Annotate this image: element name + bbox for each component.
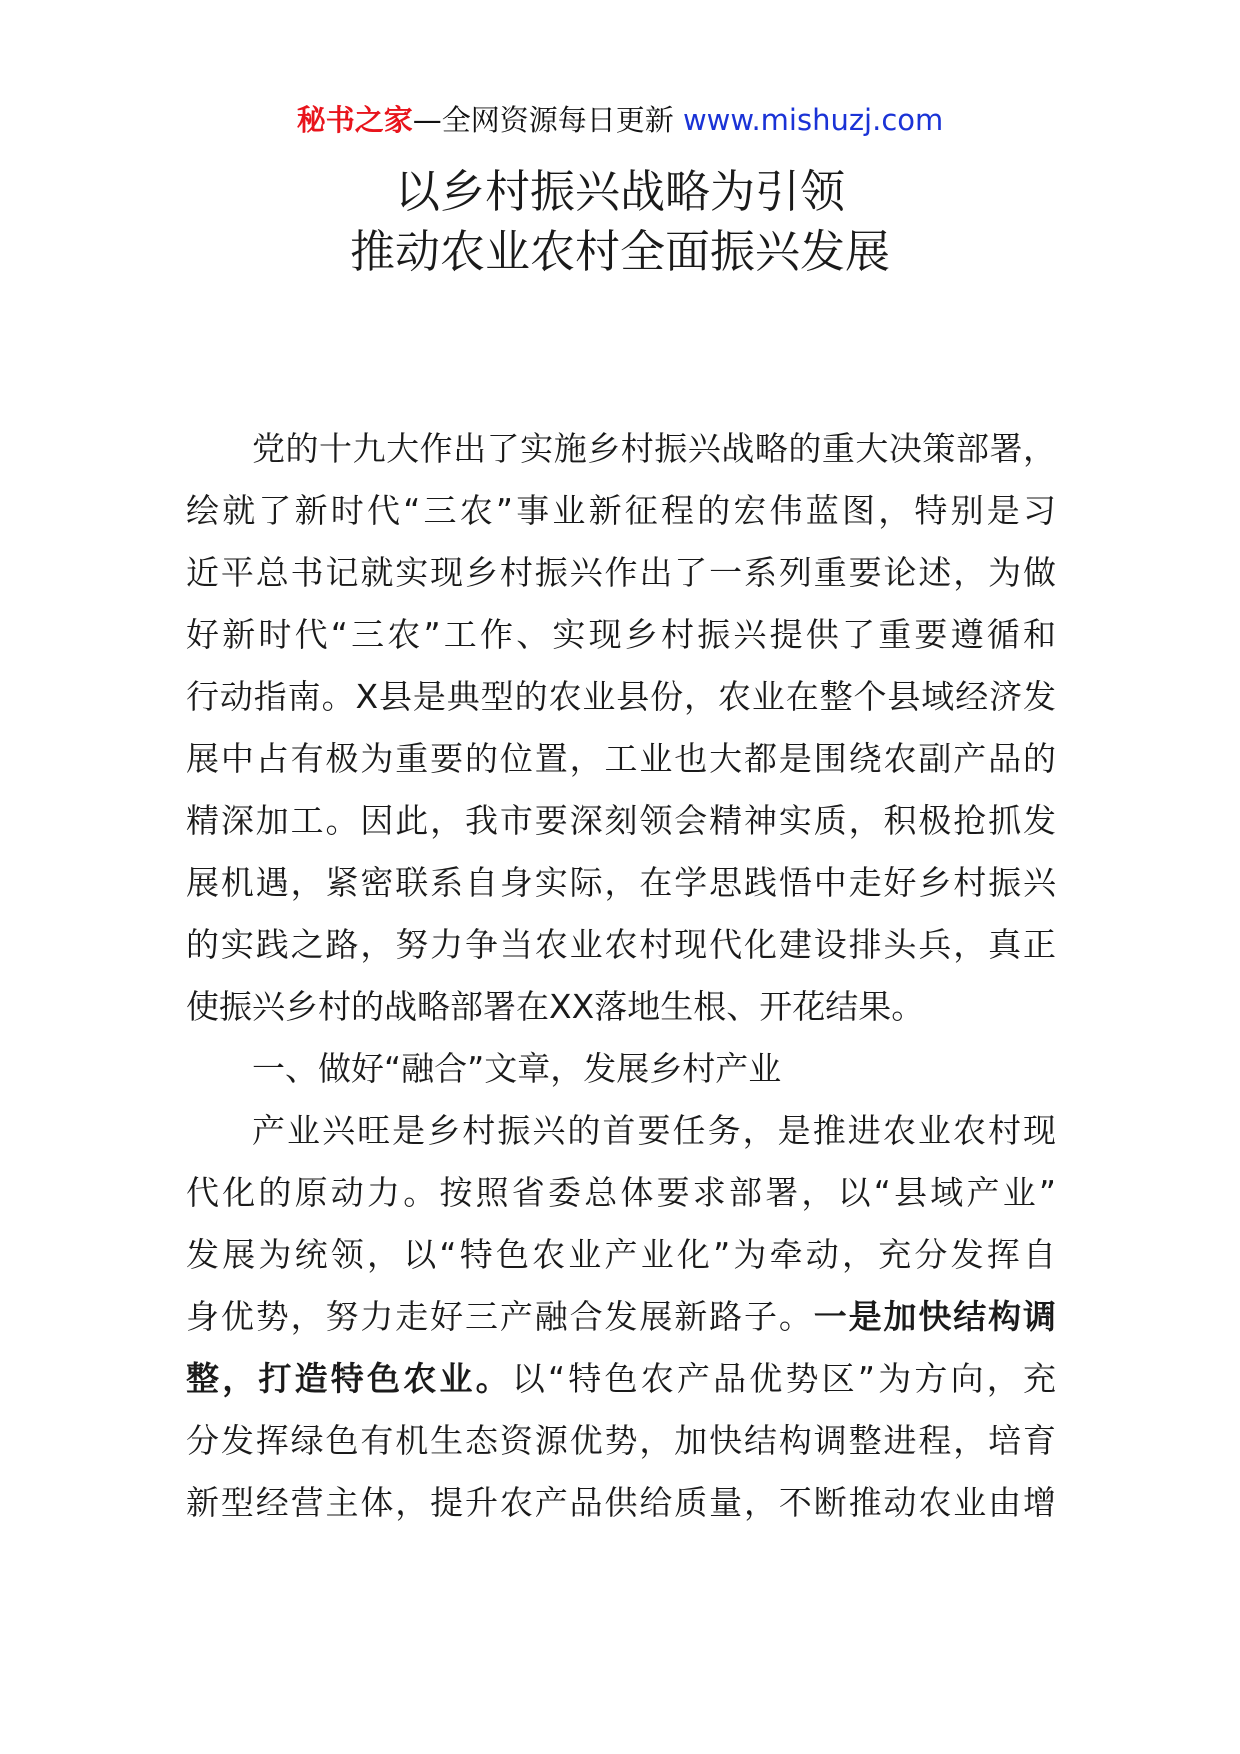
paragraph-line: 好新时代“三农”工作、实现乡村振兴提供了重要遵循和 (186, 615, 1056, 654)
emphasis-text: 整，打造特色农业。 (186, 1359, 512, 1398)
paragraph-line: 绘就了新时代“三农”事业新征程的宏伟蓝图，特别是习 (186, 491, 1056, 530)
emphasis-text: 一是加快结构调 (813, 1297, 1056, 1336)
site-header (0, 100, 1240, 140)
document-title-line-1: 以乡村振兴战略为引领 (394, 165, 845, 218)
paragraph-line: 产业兴旺是乡村振兴的首要任务，是推进农业农村现 (252, 1111, 1056, 1150)
document-title-line-2: 推动农业农村全面振兴发展 (349, 225, 890, 278)
paragraph-line: 展机遇，紧密联系自身实际，在学思践悟中走好乡村振兴 (186, 863, 1056, 902)
paragraph-line: 分发挥绿色有机生态资源优势，加快结构调整进程，培育 (186, 1421, 1056, 1460)
paragraph-line: 展中占有极为重要的位置，工业也大都是围绕农副产品的 (186, 739, 1056, 778)
paragraph-text: 以“特色农产品优势区”为方向，充 (511, 1359, 1057, 1398)
paragraph-line: 精深加工。因此，我市要深刻领会精神实质，积极抢抓发 (186, 801, 1056, 840)
paragraph-line: 行动指南。X县是典型的农业县份，农业在整个县域经济发 (186, 677, 1056, 716)
paragraph-line-with-emphasis (186, 1348, 1056, 1410)
paragraph-text: 身优势，努力走好三产融合发展新路子。 (186, 1297, 814, 1336)
paragraph-line: 的实践之路，努力争当农业农村现代化建设排头兵，真正 (186, 925, 1056, 964)
paragraph-line: 近平总书记就实现乡村振兴作出了一系列重要论述，为做 (186, 553, 1056, 592)
brand-name: 秘书之家 (296, 103, 413, 137)
document-body (186, 418, 1056, 1534)
header-tagline: —全网资源每日更新 (412, 103, 674, 137)
paragraph-line: 发展为统领，以“特色农业产业化”为牵动，充分发挥自 (186, 1235, 1056, 1274)
paragraph-line: 代化的原动力。按照省委总体要求部署，以“县域产业” (186, 1173, 1056, 1212)
section-heading: 一、做好“融合”文章，发展乡村产业 (252, 1049, 782, 1088)
site-url-link[interactable]: www.mishuzj.com (682, 103, 944, 137)
paragraph-line: 使振兴乡村的战略部署在XX落地生根、开花结果。 (186, 987, 925, 1026)
paragraph-line-with-emphasis (186, 1286, 1056, 1348)
paragraph-line: 党的十九大作出了实施乡村振兴战略的重大决策部署， (252, 429, 1056, 468)
paragraph-line: 新型经营主体，提升农产品供给质量，不断推动农业由增 (186, 1483, 1056, 1522)
